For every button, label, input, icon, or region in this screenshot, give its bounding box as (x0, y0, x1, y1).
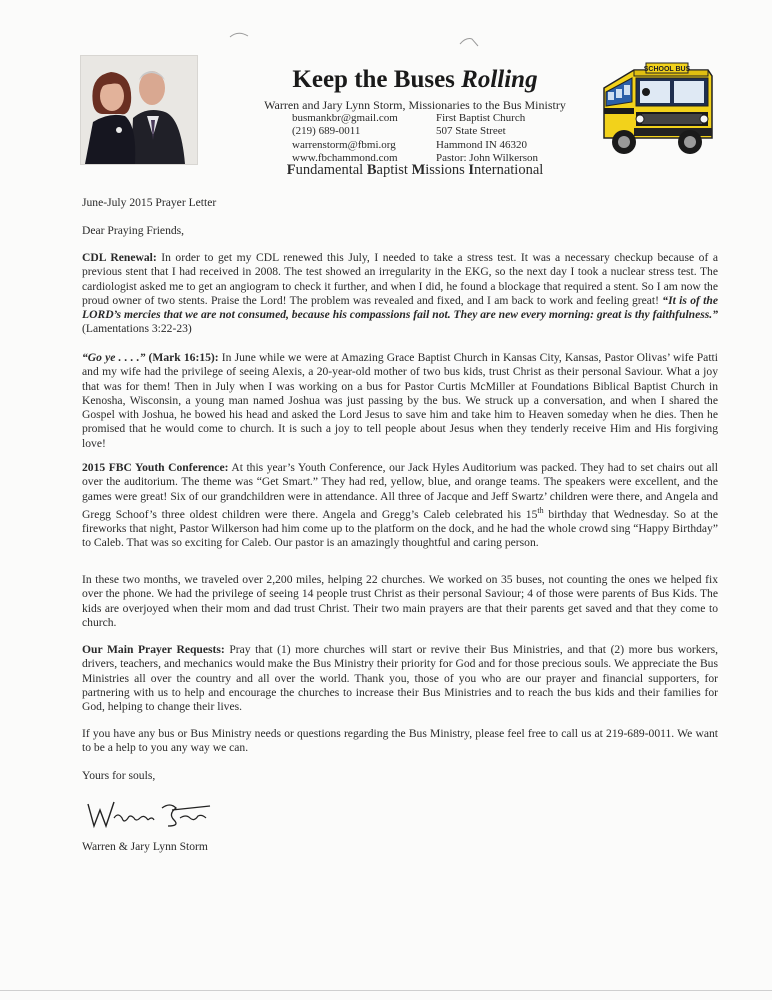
paragraph-heading: CDL Renewal: (82, 251, 157, 264)
paragraph-heading: 2015 FBC Youth Conference: (82, 461, 229, 474)
closing: Yours for souls, (82, 769, 156, 782)
paragraph-heading: (Mark 16:15): (145, 351, 219, 364)
letter-subtitle: Warren and Jary Lynn Storm, Missionaries to the Bus Ministry (264, 98, 566, 112)
paragraph-text: In order to get my CDL renewed this July, I needed to take a stress test. It was a necessary checkup because of a previous stent that I had received in 2008. The test showed an irregularity in the EKG, so the next day I took a nuclear stress test. The cardiologist asked me to get an angiogram to check it further, and when I did, he found a blockage that required a stent. So I am now the proud owner of two stents. Praise the Lord! The problem was revealed and fixed, and I am back to work and feeling great! (82, 251, 718, 307)
paragraph-go-ye (82, 351, 718, 451)
scripture-quote: “It is of the LORD’s mercies that we are not consumed, because his compassions fail not. They are new every morning: great is thy faithfulness.” (82, 293, 718, 322)
church-city: Hammond IN 46320 (436, 138, 528, 151)
date-line: June-July 2015 Prayer Letter (82, 196, 217, 209)
missionaries-photo (80, 55, 198, 165)
paragraph-text: At this year’s Youth Conference, our Jack Hyles Auditorium was packed. They had to set chairs out all over the auditorium. The theme was “Get Smart.” They had red, yellow, blue, and orange teams. The speakers were excellent, and the games were great! Six of our grandchildren were in attendance. All three of Jacque and Jeff Swartz’ children were there, and Angela and Gregg Schoof’s three oldest children were there. Angela and Gregg’s Caleb celebrated his 15 (82, 461, 718, 521)
paragraph-contact-invite: If you have any bus or Bus Ministry needs or questions regarding the Bus Ministry, please feel free to call us at 219-689-0011. We want to be a help to you any way we can. (82, 727, 718, 755)
paragraph-heading: Our Main Prayer Requests: (82, 643, 225, 656)
title-main: Keep the Buses (292, 66, 462, 93)
bus-sign-text: SCHOOL BUS (643, 66, 691, 73)
greeting: Dear Praying Friends, (82, 224, 185, 237)
paragraph-lead: “Go ye . . . .” (82, 351, 146, 364)
org-word: undamental (295, 162, 367, 178)
phone-number: (219) 689-0011 (292, 125, 361, 138)
church-street: 507 State Street (436, 125, 506, 138)
org-word: issions (425, 162, 469, 178)
website-link[interactable]: www.fbchammond.com (292, 152, 398, 165)
email-link[interactable]: busmankbr@gmail.com (292, 112, 398, 124)
paragraph-ministry-summary: In these two months, we traveled over 2,200 miles, helping 22 churches. We worked on 35 buses, not counting the ones we helped fix over the phone. We had the privilege of seeing 14 people trust Christ as their personal Saviour; 4 of those were parents of Bus Kids. The kids are overjoyed when their mom and dad trust Christ. Their two main prayers are that their parents get saved and that they come to church. (82, 573, 718, 629)
scan-edge-line (0, 990, 772, 991)
scan-mark (228, 28, 252, 40)
ordinal-suffix: th (537, 505, 544, 515)
paragraph-text: birthday that Wednesday. So at the fireworks that night, Pastor Wilkerson had him come up to the platform on the dock, and he had the whole crowd sing “Happy Birthday” to Caleb. That was so exciting for Caleb. Our pastor is an amazingly thoughtful and caring person. (82, 507, 718, 550)
paragraph-text: Pray that (1) more churches will start or revive their Bus Ministries, and that (2) more bus workers, drivers, teachers, and mechanics would make the Bus Ministry their priority for God and for those precious souls. We appreciate the Bus Ministries all over the country and all over the world. Thank you, those of you who are our prayer and financial supporters, for partnering with us to help and encourage the churches to increase their Bus Ministries and to reach the bus kids and their families for God, helping to change their lives. (82, 643, 718, 714)
scan-mark (458, 34, 482, 48)
contact-right (436, 112, 538, 166)
title-emphasis: Rolling (461, 66, 538, 93)
handwritten-signature (84, 796, 214, 832)
paragraph-text: In June while we were at Amazing Grace Baptist Church in Kansas City, Kansas, Pastor Olivas’ wife Patti and my wife had the privilege of seeing Alexis, a 20-year-old mother of two bus kids, trust Christ as their personal Saviour. What a joy that was for them! Then in July when I was working on a bus for Pastor Curtis McMiller at Foundations Biblical Baptist Church in Kenosha, Wisconsin, a young man named Joshua was just passing by the bus. We struck up a conversation, and when I shared the Gospel with Joshua, he bowed his head and asked the Lord Jesus to save him and take him to Heaven someday when he dies. Then he promised that he would come to church. It is such a joy to tell people about Jesus when they tenderly receive Him and His forgiving love! (82, 351, 718, 450)
org-initial: F (286, 162, 296, 178)
school-bus-icon (596, 62, 716, 160)
paragraph-youth-conference (82, 461, 718, 551)
paragraph-prayer-requests (82, 643, 718, 714)
signoff-names: Warren & Jary Lynn Storm (82, 840, 208, 853)
org-word: nternational (474, 162, 544, 178)
org-word: aptist (376, 162, 412, 178)
church-pastor: Pastor: John Wilkerson (436, 152, 539, 165)
church-name: First Baptist Church (436, 112, 526, 124)
contact-left (292, 112, 398, 166)
paragraph-cdl-renewal (82, 251, 718, 337)
org-initial: B (366, 162, 377, 178)
org-initial: M (411, 162, 426, 178)
org-initial: I (468, 162, 475, 178)
organization-name (230, 162, 600, 179)
email-link[interactable]: warrenstorm@fbmi.org (292, 138, 396, 151)
letter-title (230, 66, 600, 94)
scripture-reference: (Lamentations 3:22-23) (82, 322, 192, 336)
